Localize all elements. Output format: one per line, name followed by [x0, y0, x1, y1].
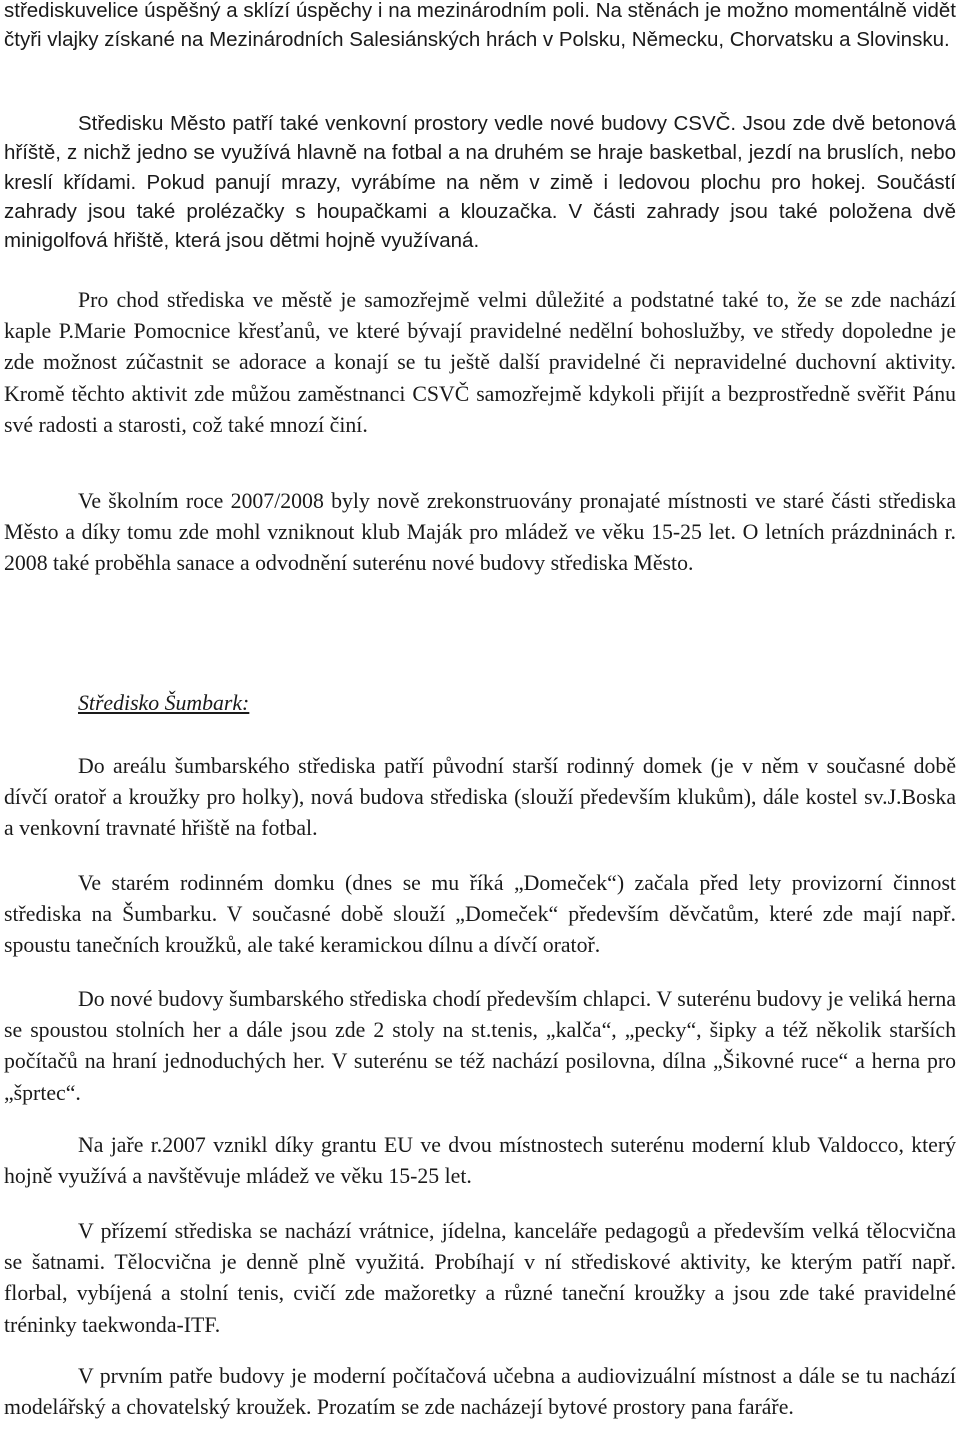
paragraph-sumbark-area: Do areálu šumbarského střediska patří původní starší rodinný domek (je v něm v současné době dívčí oratoř a kroužky pro holky), nová budova střediska (slouží především klukům), dále kostel sv.J.Boska a venkovní travnaté hřiště na fotbal. [4, 754, 956, 841]
paragraph-reconstruction: Ve školním roce 2007/2008 byly nově zrekonstruovány pronajaté místnosti ve staré části střediska Město a díky tomu zde mohl vzniknout klub Maják pro mládež ve věku 15-25 let. O letních prázdninách r. 2008 také proběhla sanace a odvodnění suterénu nové budovy střediska Město. [4, 489, 956, 576]
paragraph-ground-floor: V přízemí střediska se nachází vrátnice, jídelna, kanceláře pedagogů a především velká tělocvična se šatnami. Tělocvična je denně plně využitá. Probíhají v ní střediskové aktivity, ke kterým patří např. florbal, vybíjená a stolní tenis, cvičí zde mažoretky a různé taneční kroužky a jsou zde také pravidelné tréninky taekwonda-ITF. [4, 1219, 956, 1337]
paragraph-domecek: Ve starém rodinném domku (dnes se mu říká „Domeček“) začala před lety provizorní činnost střediska na Šumbarku. V současné době slouží „Domeček“ především děvčatům, které zde mají např. spoustu tanečních kroužků, ale také keramickou dílnu a dívčí oratoř. [4, 871, 956, 958]
section-heading-sumbark: Středisko Šumbark: [78, 691, 250, 715]
paragraph-outdoor-spaces: Středisku Město patří také venkovní prostory vedle nové budovy CSVČ. Jsou zde dvě betonová hříště, z nichž jedno se využívá hlavně na fotbal a na druhém se hraje basketbal, jezdí na bruslích, nebo kreslí křídami. Pokud panují mrazy, vyrábíme na něm v zimě i ledovou plochu pro hokej. Součástí zahrady jsou také prolézačky s houpačkami a klouzačka. V části zahrady jsou také položena dvě minigolfová hřiště, která jsou dětmi hojně využívaná. [4, 112, 956, 253]
paragraph-chapel: Pro chod střediska ve městě je samozřejmě velmi důležité a podstatné také to, že se zde nachází kaple P.Marie Pomocnice křesťanů, ve které bývají pravidelné nedělní bohoslužby, ve středy dopoledne je zde možnost zúčastnit se adorace a konají se tu ještě další pravidelné či nepravidelné duchovní aktivity. Kromě těchto aktivit zde můžou zaměstnanci CSVČ samozřejmě kdykoli přijít a bezprostředně svěřit Pánu své radosti a starosti, což také mnozí činí. [4, 288, 956, 437]
paragraph-intro-continuation: střediskuvelice úspěšný a sklízí úspěchy i na mezinárodním poli. Na stěnách je možno momentálně vidět čtyři vlajky získané na Mezinárodních Salesiánských hrách v Polsku, Německu, Chorvatsku a Slovinsku. [4, 0, 956, 52]
paragraph-first-floor: V prvním patře budovy je moderní počítačová učebna a audiovizuální místnost a dále se tu nachází modelářský a chovatelský kroužek. Prozatím se zde nacházejí bytové prostory pana faráře. [4, 1364, 956, 1420]
paragraph-valdocco-club: Na jaře r.2007 vznikl díky grantu EU ve dvou místnostech suterénu moderní klub Valdocco, který hojně využívá a navštěvuje mládež ve věku 15-25 let. [4, 1133, 956, 1189]
paragraph-new-building: Do nové budovy šumbarského střediska chodí především chlapci. V suterénu budovy je veliká herna se spoustou stolních her a dále jsou zde 2 stoly na st.tenis, „kalča“, „pecky“, šipky a též několik starších počítačů na hraní jednoduchých her. V suterénu se též nachází posilovna, dílna „Šikovné ruce“ a herna pro „šprtec“. [4, 987, 956, 1105]
